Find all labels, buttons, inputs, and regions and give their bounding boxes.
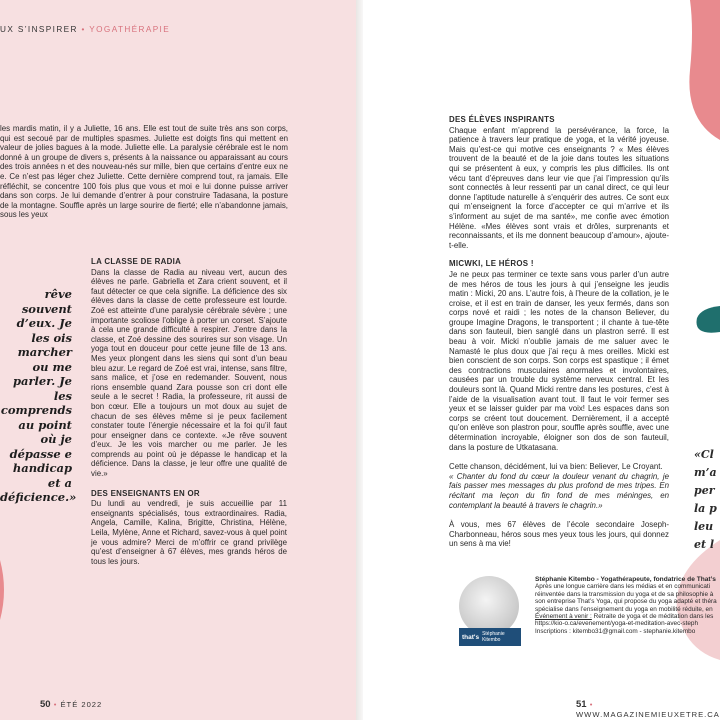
radia-column [91,257,287,566]
radia-heading: LA CLASSE DE RADIA [91,257,182,266]
closing-paragraph: À vous, mes 67 élèves de l’école secondaire Joseph-Charbonneau, héros sous mes yeux tous les jours, qui donnez un sens à ma vie! [449,520,669,549]
page-number: 51 [576,699,587,710]
bio-event-text: Retraite de yoga et de méditation dans les [593,613,714,621]
bio-text: Après une longue carrière dans les médias et en communicati réinventée dans la transmission du yoga et de sa philosophie à son entreprise That’s Yoga, qui propose du yoga adapté et théra spécialise dans l’enseignement du yoga en mobilité réduite, en [535,583,717,613]
side-pull-quote [694,446,717,554]
issue-date: ÉTÉ 2022 [60,700,103,709]
pull-quote: rêve souvent d’eux. Je les ois marcher ou me parler. Je les comprends au point où je dépasse e handicap et a déficience.» [0,287,77,504]
coral-edge-shape [0,560,8,620]
song-intro: Cette chanson, décidément, lui va bien: Believer, Le Croyant. [449,462,663,472]
side-quote-line: per [694,484,715,497]
left-folio: 50 • ÉTÉ 2022 [40,699,103,710]
logo-caption: Stéphanie Kitembo [482,631,505,643]
radia-paragraph: Dans la classe de Radia au niveau vert, aucun des élèves ne parle. Gabriella et Zara crient souvent, et il faut détecter ce que cela signifie. La déficience des six élèves dans la classe de cette professeure est lourde. Zoé est atteinte d’une paralysie cérébrale sévère ; une importante scoliose l’oblige à porter un corset. S’ajoute à cela une grande difficulté à respirer. J’entre dans la classe, et Zoé dessine des sourires sur son visage. Un yoga tout en douceur pour cette jeune fille de 13 ans. Mes yeux plongent dans les siens qui sont d’un beau bleu azur. Le regard de Zoé est vrai, intense, sans filtre, sans malice, et j’ose en redemander. Souvent, nous rions ensemble quand Zara pousse son cri dont elle seule a le secret ! Radia, la professeure, rit aussi de bon cœur. Elle a toujours un mot doux au sujet de chacun de ses élèves même si je peux facilement constater toute l’énergie nécessaire et la foi qu’il faut pour enseigner dans ce contexte. «Je rêve souvent d’eux. Je les vois marcher ou me parler. Je les comprends au point où je dépasse le handicap et la déficience. Dans la classe, je leur offre une qualité de vie.» [91,267,287,479]
side-quote-line: «Cl [694,448,714,461]
enseignants-paragraph: Du lundi au vendredi, je suis accueillie par 11 enseignants spécialisés, tous extraordinaires. Radia, Angela, Camille, Kalina, Brigitte, Christina, Hélène, Leila, Mylène, Anne et Richard, savez-vous à quel point je vous admire? Merci de m’offrir ce grand privilège qu’est d’enseigner à 67 élèves, mes grands héros de tous les jours. [91,499,287,566]
right-folio: 51 • WWW.MAGAZINEMIEUXETRE.CA [576,699,720,719]
section-label: UX S’INSPIRER [0,25,78,34]
bio-event-label: Événement à venir : [535,613,592,621]
bio-contact[interactable]: Inscriptions : kitembo31@gmail.com - stephanie.kitembo [535,627,696,635]
bio-url[interactable]: https://kio-o.ca/evenement/yoga-et-meditation-avec-steph [535,620,699,628]
side-quote-line: m’a [694,466,717,479]
author-portrait [459,576,519,636]
coral-blob-top [680,0,720,140]
thats-yoga-logo: that's Stéphanie Kitembo [459,628,521,646]
eleves-heading: DES ÉLÈVES INSPIRANTS [449,115,555,124]
right-main-column [449,115,669,549]
eleves-paragraph: Chaque enfant m’apprend la persévérance, la force, la patience à travers leur pratique de yoga, et la vérité joyeuse. Mais qu’est-ce qui motive ces enseignants ? « Mes élèves trouvent de la beauté et de la joie dans toutes les situations qui se présentent à eux, y compris les plus difficiles. Ils ont vécu tant d’épreuves dans leur vie que j’ai l’impression qu’ils sont connectés à leur ressenti par un canal direct, ce qui leur donne l’aptitude naturelle à s’enquérir des autres. Ce sont eux qui m’enseignent la force d’accepter ce qui m’arrive et ils s’informent au sujet de ma santé», me confie avec émotion Hélène. «Mes élèves sont vrais et drôles, surprenants et reconnaissants, et ils me donnent beaucoup d’amour», ajoute-t-elle. [449,125,669,250]
left-page [0,0,358,720]
author-bio [535,576,720,635]
side-quote-line: la p [694,502,717,515]
page-number: 50 [40,699,51,710]
enseignants-heading: DES ENSEIGNANTS EN OR [91,488,200,498]
micki-heading: MICWKI, LE HÉROS ! [449,259,534,269]
page-header: UX S’INSPIRER • YOGATHÉRAPIE [0,25,171,34]
category-label: YOGATHÉRAPIE [89,25,171,34]
teal-leaf-shape [693,306,720,334]
bio-name: Stéphanie Kitembo - Yogathérapeute, fondatrice de That’s [535,576,716,583]
right-page [363,0,720,720]
micki-paragraph: Je ne peux pas terminer ce texte sans vous parler d’un autre de mes héros de tous les jours à qui j’enseigne les jeudis matin : Micki, 20 ans. L’autre fois, à l’heure de la collation, je le croise, et il est en train de danser, les yeux fermés, dans son corps nové et raidi ; les notes de la chanson Believer, du groupe Imagine Dragons, le transportent ; il chante à tue-tête dans son fauteuil, bien sanglé dans un plastron serré. Il est beau à voir. Micki n’oublie jamais de me saluer avec le Namasté le plus doux que j’ai reçu à mes oreilles. Micki est bien conscient de son corps. Son corps est spastique ; il émet des contractions musculaires anormales et involontaires, causées par un trouble du système nerveux central. Et les douleurs sont là. Quand Micki rentre dans les postures, c’est à l’aide de la visualisation avant tout. Il faut le voir fermer ses yeux et se laisser guider par ma voix! Les espaces dans son corps se créent tout doucement. Dernièrement, il a accepté qu’on enlève son plastron pour, souffle après souffle, avec une détermination incroyable, éloigner son dos de son fauteuil, dans la posture de Utkatasana. [449,269,669,452]
side-quote-line: et l [694,538,715,551]
website-url[interactable]: WWW.MAGAZINEMIEUXETRE.CA [576,710,720,719]
intro-text: les mardis matin, il y a Juliette, 16 ans. Elle est tout de suite très ans son corps, qui est secoué par de multiples spasmes. Juliette est doigts fins qui mettent en valeur de jolies bagues à la mode. Juliette elle. La paralysie cérébrale est le nom donné à un groupe de divers s, présents à la naissance ou apparaissant au cours des trois années n et des nouveau-nés sur mille, bien que certains d’entre eux ne e. Ce n’est pas léger chez Juliette. Cette dernière comprend tout, ra jamais. Elle réfléchit, se concentre 100 fois plus que vous et moi e lui donne puisse arriver dans son corps. Je lui demande d’entrer à pour construire Tadasana, la posture de la montagne. Souffle après un large sourire de fierté; elle n’abandonne jamais, sous les yeux [0,124,288,220]
song-quote: « Chanter du fond du cœur la douleur venant du chagrin, je fais passer mes messages du plus profond de mes tripes. En récitant ma leçon du fin fond de mes méninges, en contemplant la beauté à travers le chagrin.» [449,471,669,510]
side-quote-line: leu [694,520,714,533]
